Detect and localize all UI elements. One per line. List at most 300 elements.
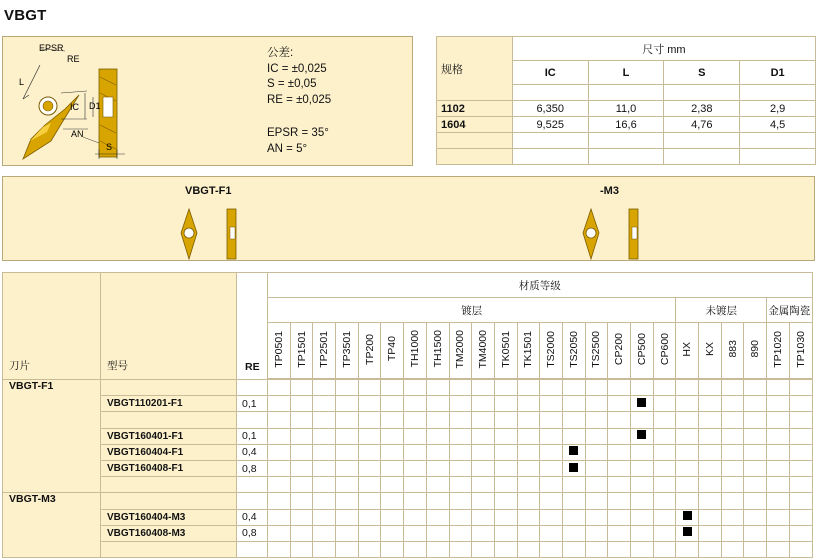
grade-cell (767, 396, 790, 412)
grade-cell (426, 380, 449, 396)
grade-cell (358, 444, 381, 460)
dimensions-table (436, 36, 816, 165)
grade-cell (313, 477, 336, 493)
grade-cell (585, 396, 608, 412)
grade-cell (358, 428, 381, 444)
grade-column-header: TP200 (358, 323, 381, 379)
available-mark (569, 446, 578, 455)
grade-cell (381, 444, 404, 460)
grade-column-header: TS2000 (540, 323, 563, 379)
grade-cell (381, 525, 404, 541)
variant-panel (2, 176, 815, 261)
table-row (3, 509, 813, 525)
col-l: L (588, 61, 664, 85)
header-insert: 刀片 (3, 273, 101, 380)
model-cell (101, 493, 237, 509)
insert-category: VBGT-F1 (3, 380, 101, 493)
grade-cell (290, 380, 313, 396)
grade-cell (517, 396, 540, 412)
grade-cell (494, 477, 517, 493)
model-cell: VBGT160401-F1 (101, 428, 237, 444)
grade-cell (744, 509, 767, 525)
grade-cell (585, 525, 608, 541)
grade-column-header: TP0501 (268, 323, 291, 379)
grade-cell (404, 412, 427, 428)
spec-label-cell: 规格 (437, 37, 513, 101)
grade-cell (540, 493, 563, 509)
insert-category: VBGT-M3 (3, 493, 101, 558)
table-row (3, 460, 813, 476)
tolerance-block (267, 46, 331, 157)
grade-cell (336, 509, 359, 525)
grade-cell (336, 428, 359, 444)
tolerance-heading: 公差: (267, 47, 294, 59)
grade-cell (562, 509, 585, 525)
grade-cell (381, 541, 404, 557)
grade-cell (540, 525, 563, 541)
model-cell: VBGT160408-M3 (101, 525, 237, 541)
table-row (3, 444, 813, 460)
grade-cell (562, 541, 585, 557)
grade-cell (313, 380, 336, 396)
grade-group-header: 未镀层 (676, 298, 767, 323)
label-d1: D1 (89, 101, 101, 111)
grade-cell (676, 477, 699, 493)
grade-cell (494, 380, 517, 396)
grade-cell (517, 509, 540, 525)
grade-cell (449, 380, 472, 396)
grade-cell (358, 412, 381, 428)
grade-cell (653, 428, 676, 444)
grade-cell (721, 428, 744, 444)
grade-cell (290, 412, 313, 428)
insert-geometry-diagram (3, 37, 253, 165)
grade-cell (608, 477, 631, 493)
grade-cell (381, 396, 404, 412)
grade-cell (631, 380, 654, 396)
variant-m3-insert (583, 209, 638, 259)
grade-column-header: TM2000 (449, 323, 472, 379)
grade-cell (449, 525, 472, 541)
grade-cell (313, 509, 336, 525)
grade-cell (404, 444, 427, 460)
grade-cell (426, 412, 449, 428)
grade-cell (721, 412, 744, 428)
variant-f1-label: VBGT-F1 (185, 185, 232, 197)
grade-cell (381, 477, 404, 493)
grade-cell (631, 396, 654, 412)
grade-cell (517, 525, 540, 541)
grade-cell (721, 444, 744, 460)
grade-cell (381, 380, 404, 396)
grade-cell (608, 428, 631, 444)
grade-cell (313, 444, 336, 460)
grade-cell (585, 444, 608, 460)
grade-cell (336, 380, 359, 396)
grade-column-header: TM4000 (472, 323, 495, 379)
grade-cell (767, 509, 790, 525)
grade-cell (767, 541, 790, 557)
grade-cell (744, 460, 767, 476)
grade-cell (540, 509, 563, 525)
table-row: 1102 6,350 11,0 2,38 2,9 (437, 101, 816, 117)
grade-cell (699, 396, 722, 412)
grade-cell (426, 541, 449, 557)
grade-cell (290, 525, 313, 541)
table-row (3, 380, 813, 396)
grade-column-header: TK1501 (517, 323, 540, 379)
grade-cell (789, 380, 812, 396)
grade-column-header: TP1020 (767, 323, 790, 379)
grade-cell (494, 396, 517, 412)
grade-cell (789, 477, 812, 493)
grade-cell (562, 460, 585, 476)
grade-cell (744, 477, 767, 493)
label-ic: IC (70, 102, 79, 112)
table-row (3, 477, 813, 493)
grade-cell (562, 525, 585, 541)
grade-cell (268, 541, 291, 557)
grade-cell (744, 525, 767, 541)
grade-cell (608, 396, 631, 412)
grade-cell (358, 541, 381, 557)
variant-f1-insert (181, 209, 236, 259)
grade-cell (381, 412, 404, 428)
grade-cell (426, 444, 449, 460)
grade-cell (358, 509, 381, 525)
grade-cell (585, 541, 608, 557)
grade-cell (449, 493, 472, 509)
grade-cell (426, 525, 449, 541)
grade-cell (653, 396, 676, 412)
grade-cell (653, 412, 676, 428)
grade-cell (721, 525, 744, 541)
grade-cell (494, 412, 517, 428)
grade-cell (676, 541, 699, 557)
re-cell (237, 412, 268, 428)
grade-cell (268, 444, 291, 460)
re-cell (237, 477, 268, 493)
grade-cell (517, 412, 540, 428)
grade-cell (517, 444, 540, 460)
grade-cell (472, 493, 495, 509)
grade-cell (472, 509, 495, 525)
model-cell: VBGT110201-F1 (101, 396, 237, 412)
grade-cell (381, 428, 404, 444)
label-an: AN (71, 129, 84, 139)
grade-cell (789, 525, 812, 541)
grade-cell (699, 412, 722, 428)
grade-cell (472, 541, 495, 557)
variant-m3-label: -M3 (600, 185, 619, 197)
grade-cell (358, 380, 381, 396)
grade-cell (313, 460, 336, 476)
grade-cell (268, 380, 291, 396)
grade-cell (290, 396, 313, 412)
grade-cell (449, 460, 472, 476)
table-row (3, 412, 813, 428)
grade-cell (290, 444, 313, 460)
grade-cell (562, 428, 585, 444)
grade-cell (562, 396, 585, 412)
grade-cell (767, 493, 790, 509)
grade-cell (608, 460, 631, 476)
grade-cell (767, 460, 790, 476)
grade-cell (313, 396, 336, 412)
grade-cell (676, 380, 699, 396)
grade-cell (268, 477, 291, 493)
grade-cell (540, 380, 563, 396)
grade-cell (290, 509, 313, 525)
grade-cell (585, 428, 608, 444)
available-mark (683, 527, 692, 536)
grade-cell (268, 396, 291, 412)
grade-cell (404, 380, 427, 396)
grade-cell (268, 412, 291, 428)
grade-cell (699, 525, 722, 541)
grade-cell (699, 428, 722, 444)
grade-group-header: 镀层 (268, 298, 676, 323)
angle-an: AN = 5° (267, 142, 308, 155)
grade-cell (404, 460, 427, 476)
header-re: RE (237, 273, 268, 380)
grade-cell (268, 493, 291, 509)
grade-cell (653, 477, 676, 493)
grade-cell (472, 525, 495, 541)
grade-cell (676, 396, 699, 412)
col-d1: D1 (740, 61, 816, 85)
grade-cell (472, 444, 495, 460)
model-cell (101, 541, 237, 557)
grade-cell (721, 541, 744, 557)
grade-cell (721, 509, 744, 525)
grade-cell (608, 493, 631, 509)
grade-cell (404, 541, 427, 557)
grade-cell (562, 444, 585, 460)
grade-cell (789, 428, 812, 444)
tolerance-ic: IC = ±0,025 (267, 62, 327, 75)
grade-cell (404, 396, 427, 412)
grade-cell (789, 509, 812, 525)
grade-cell (699, 460, 722, 476)
grade-cell (404, 428, 427, 444)
grade-cell (404, 509, 427, 525)
grade-cell (426, 509, 449, 525)
grade-cell (426, 477, 449, 493)
grade-cell (517, 477, 540, 493)
grade-cell (313, 525, 336, 541)
grade-cell (767, 444, 790, 460)
grade-cell (789, 460, 812, 476)
grade-column-header: TP2501 (313, 323, 336, 379)
grade-cell (676, 493, 699, 509)
re-cell (237, 541, 268, 557)
available-mark (637, 398, 646, 407)
grade-cell (721, 380, 744, 396)
grade-cell (449, 428, 472, 444)
grade-cell (517, 541, 540, 557)
grade-cell (381, 509, 404, 525)
spec-panel (2, 36, 413, 166)
grade-column-header: TP40 (381, 323, 404, 379)
grade-cell (653, 380, 676, 396)
grades-title: 材质等级 (268, 273, 813, 298)
grade-cell (744, 541, 767, 557)
grade-cell (268, 509, 291, 525)
grade-cell (631, 444, 654, 460)
grade-cell (608, 525, 631, 541)
table-row (3, 525, 813, 541)
grade-cell (721, 477, 744, 493)
available-mark (683, 511, 692, 520)
grade-cell (358, 525, 381, 541)
grade-cell (676, 412, 699, 428)
grade-cell (290, 541, 313, 557)
grade-cell (608, 444, 631, 460)
grade-cell (744, 412, 767, 428)
grade-cell (631, 460, 654, 476)
grade-cell (449, 541, 472, 557)
re-cell: 0,4 (237, 444, 268, 460)
grade-column-header: HX (676, 323, 699, 379)
re-cell: 0,1 (237, 396, 268, 412)
model-cell (101, 412, 237, 428)
table-row: 1604 9,525 16,6 4,76 4,5 (437, 117, 816, 133)
table-row (3, 428, 813, 444)
col-s: S (664, 61, 740, 85)
grade-cell (540, 477, 563, 493)
col-ic: IC (512, 61, 588, 85)
grade-cell (676, 509, 699, 525)
grade-cell (472, 428, 495, 444)
grade-cell (744, 493, 767, 509)
grade-cell (290, 493, 313, 509)
grade-cell (653, 460, 676, 476)
grade-column-header: TP1030 (789, 323, 812, 379)
grade-cell (313, 428, 336, 444)
grade-cell (540, 460, 563, 476)
tolerance-s: S = ±0,05 (267, 78, 317, 90)
re-cell: 0,8 (237, 525, 268, 541)
grade-cell (699, 493, 722, 509)
grade-cell (540, 396, 563, 412)
grade-cell (336, 525, 359, 541)
model-cell: VBGT160408-F1 (101, 460, 237, 476)
grade-cell (472, 380, 495, 396)
grade-cell (767, 412, 790, 428)
grade-cell (472, 412, 495, 428)
model-cell (101, 380, 237, 396)
grade-cell (767, 525, 790, 541)
grade-cell (744, 380, 767, 396)
grade-cell (494, 460, 517, 476)
grade-cell (562, 380, 585, 396)
grade-cell (789, 493, 812, 509)
size-heading: 尺寸 mm (512, 37, 815, 61)
label-l: L (19, 77, 25, 87)
grade-cell (268, 525, 291, 541)
grade-cell (721, 493, 744, 509)
grade-cell (426, 460, 449, 476)
grade-column-header: 890 (744, 323, 767, 379)
grade-cell (562, 493, 585, 509)
label-re: RE (67, 54, 80, 64)
grade-cell (631, 541, 654, 557)
grade-cell (653, 541, 676, 557)
table-row (3, 541, 813, 557)
grade-cell (789, 541, 812, 557)
grade-cell (653, 493, 676, 509)
grade-cell (449, 444, 472, 460)
grade-column-header: TP3501 (336, 323, 359, 379)
table-row (3, 396, 813, 412)
grade-cell (767, 380, 790, 396)
grade-cell (631, 493, 654, 509)
grade-cell (381, 460, 404, 476)
grade-cell (540, 444, 563, 460)
grade-cell (426, 428, 449, 444)
grade-cell (562, 412, 585, 428)
grade-cell (472, 477, 495, 493)
grade-cell (313, 493, 336, 509)
grade-cell (290, 460, 313, 476)
grade-column-header: TH1000 (404, 323, 427, 379)
grade-cell (472, 460, 495, 476)
label-epsr: EPSR (39, 43, 64, 53)
grade-cell (381, 493, 404, 509)
grade-cell (767, 428, 790, 444)
grade-cell (676, 525, 699, 541)
grade-column-header: 883 (721, 323, 744, 379)
grade-cell (789, 444, 812, 460)
grade-column-header: KX (699, 323, 722, 379)
grade-cell (540, 412, 563, 428)
grade-cell (585, 412, 608, 428)
model-cell: VBGT160404-F1 (101, 444, 237, 460)
grade-cell (789, 396, 812, 412)
re-cell (237, 493, 268, 509)
grade-cell (585, 493, 608, 509)
table-row (3, 493, 813, 509)
grade-cell (313, 541, 336, 557)
grade-cell (721, 460, 744, 476)
label-s: S (106, 142, 113, 152)
grade-cell (631, 477, 654, 493)
grade-cell (653, 525, 676, 541)
grade-cell (494, 493, 517, 509)
grade-cell (404, 525, 427, 541)
grade-cell (744, 444, 767, 460)
grade-cell (358, 396, 381, 412)
grade-cell (268, 460, 291, 476)
grade-cell (517, 428, 540, 444)
grade-cell (676, 428, 699, 444)
grade-cell (608, 541, 631, 557)
grade-cell (426, 396, 449, 412)
available-mark (569, 463, 578, 472)
grade-cell (631, 428, 654, 444)
grade-cell (585, 477, 608, 493)
grade-column-header: CP600 (653, 323, 676, 379)
available-mark (637, 430, 646, 439)
variant-drawings (3, 177, 816, 262)
grade-column-header: CP200 (608, 323, 631, 379)
grade-cell (744, 428, 767, 444)
grade-cell (290, 477, 313, 493)
grade-cell (517, 493, 540, 509)
re-cell: 0,8 (237, 460, 268, 476)
grade-column-header: CP500 (631, 323, 654, 379)
